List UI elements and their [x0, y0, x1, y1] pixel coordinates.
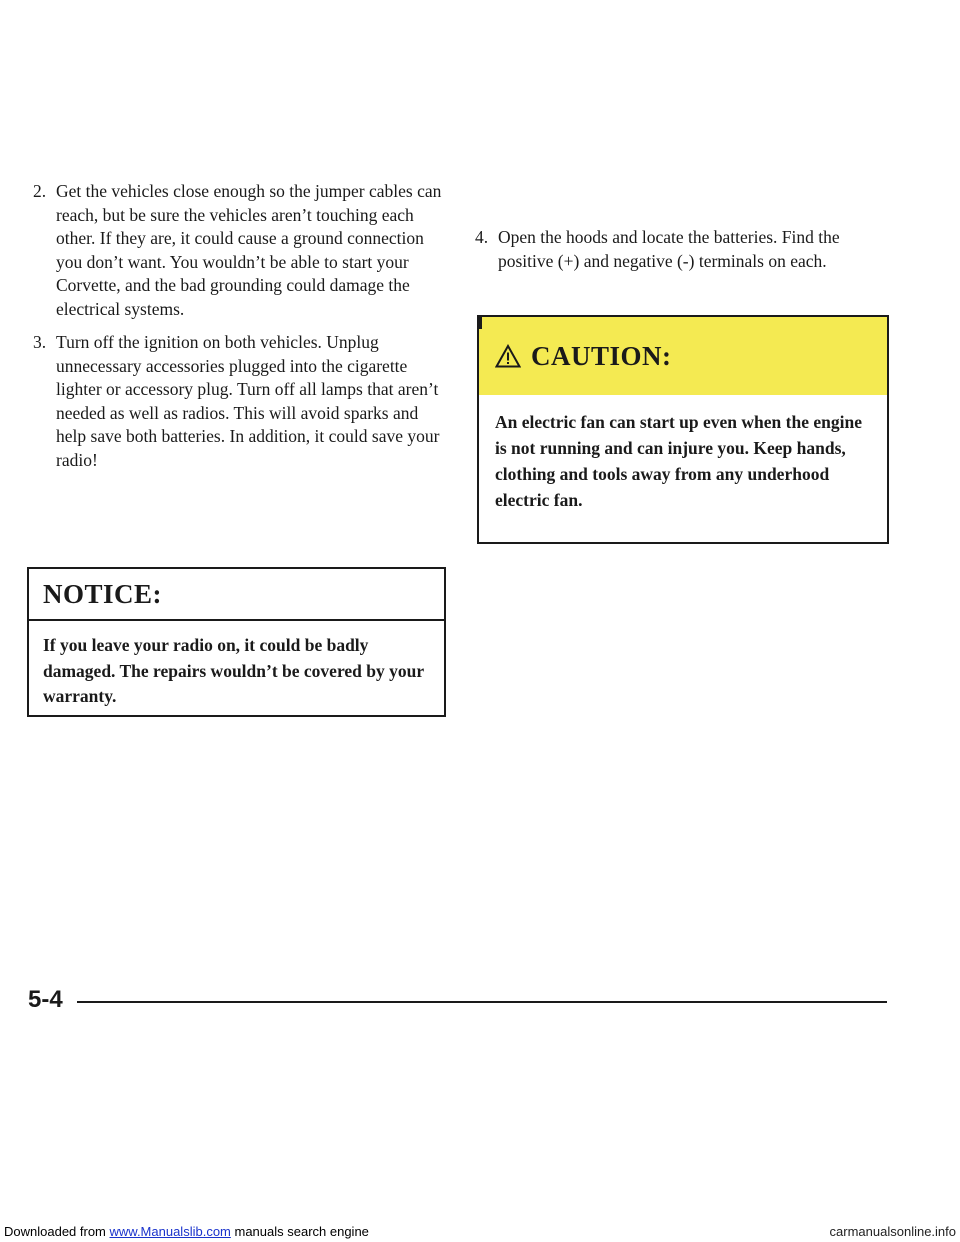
footer-rule: [77, 1001, 887, 1003]
caution-header: [479, 317, 887, 395]
step-3: [33, 331, 445, 472]
manualslib-link[interactable]: www.Manualslib.com: [109, 1224, 231, 1239]
notice-body: If you leave your radio on, it could be badly damaged. The repairs wouldn’t be covered by your warranty.: [43, 635, 424, 706]
caution-box: [477, 315, 889, 544]
watermark-text: carmanualsonline.info: [829, 1224, 956, 1239]
caution-body: An electric fan can start up even when the engine is not running and can injure you. Keep hands, clothing and tools away from any underhood electric fan.: [495, 412, 862, 510]
step-number: 4.: [475, 227, 489, 247]
step-2: [33, 180, 445, 321]
step-text: Turn off the ignition on both vehicles. Unplug unnecessary accessories plugged into the cigarette lighter or accessory plug. Turn off all lamps that aren’t needed as well as radios. This will avoid sparks and help save both batteries. In addition, it could save your radio!: [56, 332, 440, 470]
caution-heading: CAUTION:: [531, 340, 672, 371]
step-text: Get the vehicles close enough so the jumper cables can reach, but be sure the vehicles aren’t touching each other. If they are, it could cause a ground connection you don’t want. You wouldn’t be able to start your Corvette, and the bad grounding could damage the electrical systems.: [56, 181, 442, 319]
step-text: Open the hoods and locate the batteries. Find the positive (+) and negative (-) terminals on each.: [498, 227, 840, 271]
download-credit: Downloaded from www.Manualslib.com manuals search engine: [4, 1224, 369, 1239]
warning-triangle-icon: [495, 344, 521, 368]
step-4: [475, 226, 887, 273]
download-footer: [0, 1222, 960, 1242]
step-number: 3.: [33, 332, 47, 352]
notice-box: [27, 567, 446, 717]
step-number: 2.: [33, 181, 47, 201]
page-number: 5-4: [28, 986, 63, 1013]
notice-heading: NOTICE:: [29, 569, 444, 621]
corner-mark: [477, 315, 482, 329]
